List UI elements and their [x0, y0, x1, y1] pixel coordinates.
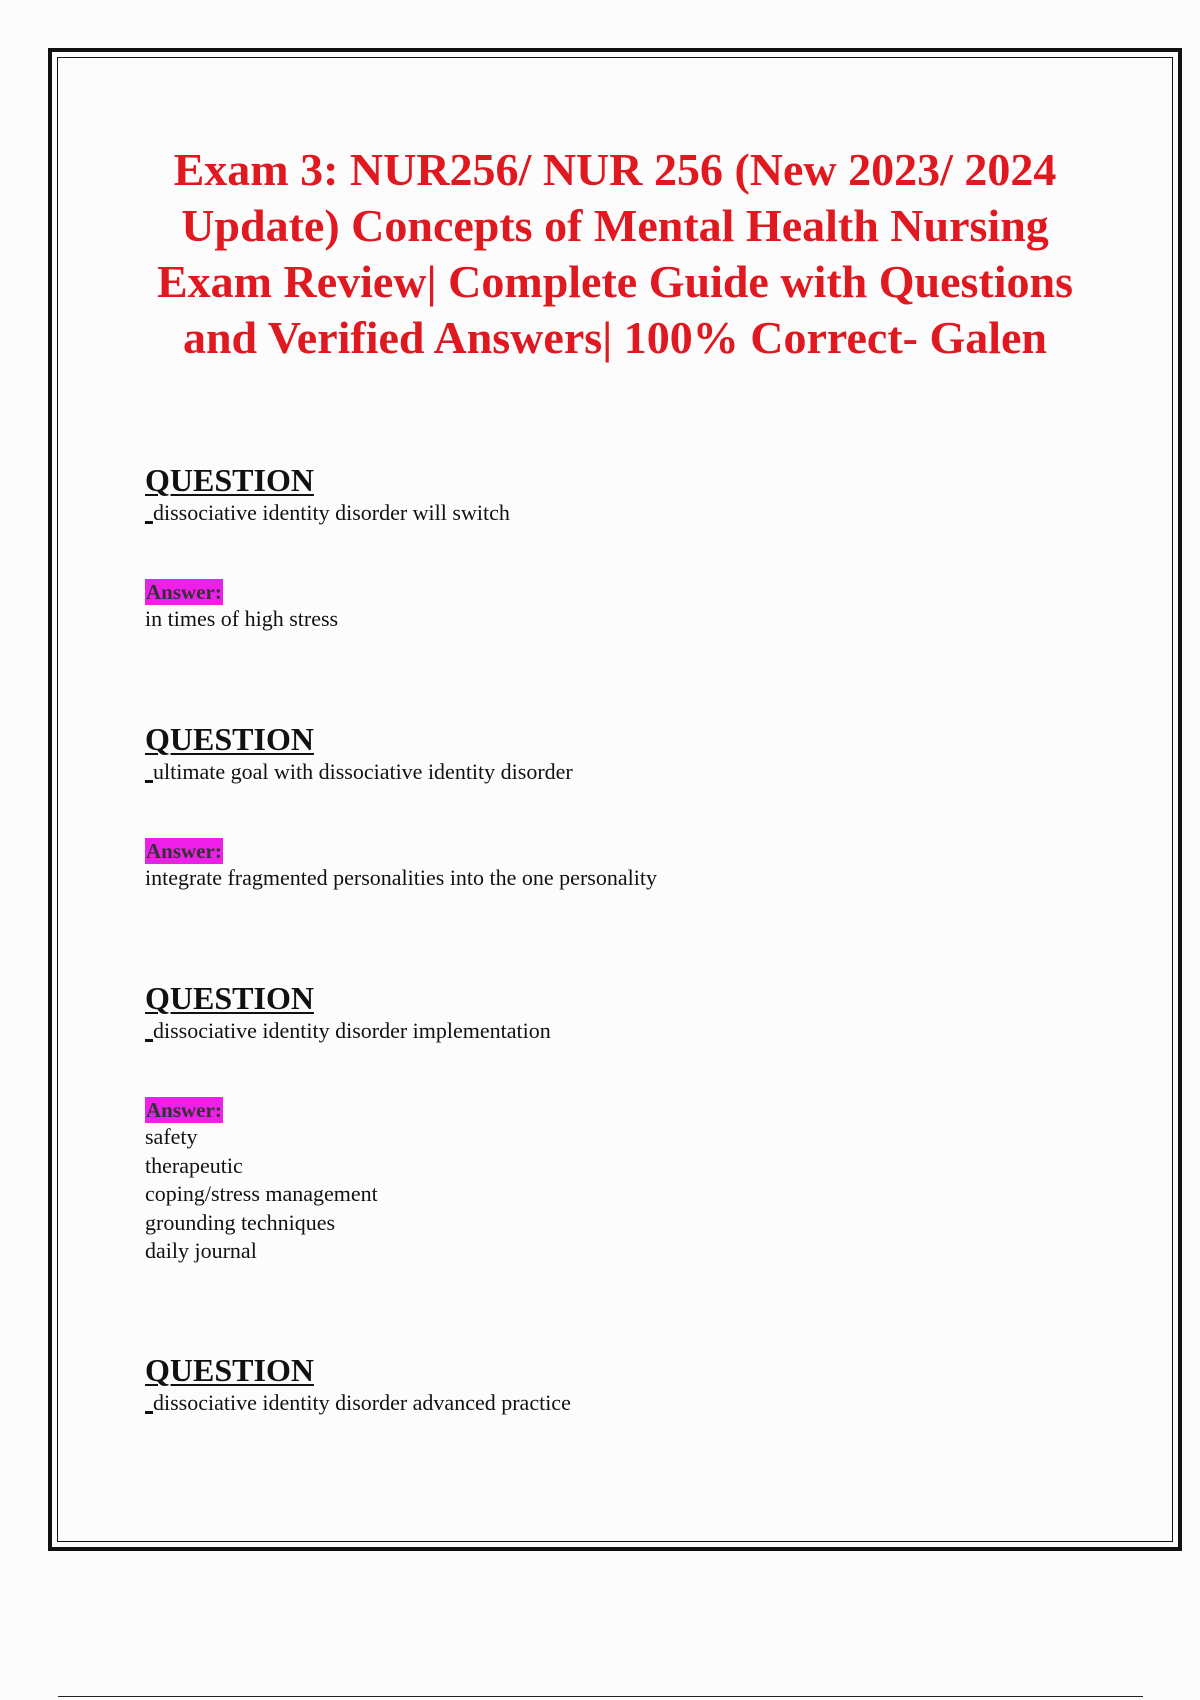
question-text — [145, 499, 1045, 527]
question-text — [145, 1017, 1045, 1045]
answer-label: Answer: — [146, 1098, 222, 1122]
question-text-value: dissociative identity disorder advanced practice — [153, 1390, 571, 1415]
answer-line: integrate fragmented personalities into the one personality — [145, 865, 657, 890]
qa-item-4 — [145, 1353, 1045, 1417]
answer-line: safety — [145, 1124, 198, 1149]
answer-line: therapeutic — [145, 1152, 243, 1178]
question-label: QUESTION — [145, 462, 314, 498]
answer-line: in times of high stress — [145, 606, 339, 631]
answer-label: Answer: — [146, 839, 222, 863]
question-label: QUESTION — [145, 980, 314, 1016]
answer-line: daily journal — [145, 1238, 257, 1263]
dash-mark — [145, 521, 153, 524]
question-text-value: dissociative identity disorder will switch — [153, 500, 510, 525]
question-text-value: dissociative identity disorder implementation — [153, 1018, 551, 1043]
qa-item-2 — [145, 722, 1045, 893]
dash-mark — [145, 1039, 153, 1042]
question-label: QUESTION — [145, 721, 314, 757]
dash-mark — [145, 1411, 153, 1414]
footer-rule — [58, 1696, 1143, 1697]
answer-line: grounding techniques — [145, 1209, 336, 1235]
answer-line: coping/stress management — [145, 1181, 378, 1206]
question-text — [145, 758, 1045, 786]
document-title: Exam 3: NUR256/ NUR 256 (New 2023/ 2024 Update) Concepts of Mental Health Nursing Exam Review| Complete Guide with Questions and Verified Answers| 100% Correct- Galen — [156, 144, 1074, 363]
question-text — [145, 1389, 1045, 1417]
qa-item-1 — [145, 463, 1045, 634]
answer-label: Answer: — [146, 580, 222, 604]
question-text-value: ultimate goal with dissociative identity disorder — [153, 759, 573, 784]
qa-item-3 — [145, 981, 1045, 1266]
question-label: QUESTION — [145, 1352, 314, 1388]
dash-mark — [145, 780, 153, 783]
